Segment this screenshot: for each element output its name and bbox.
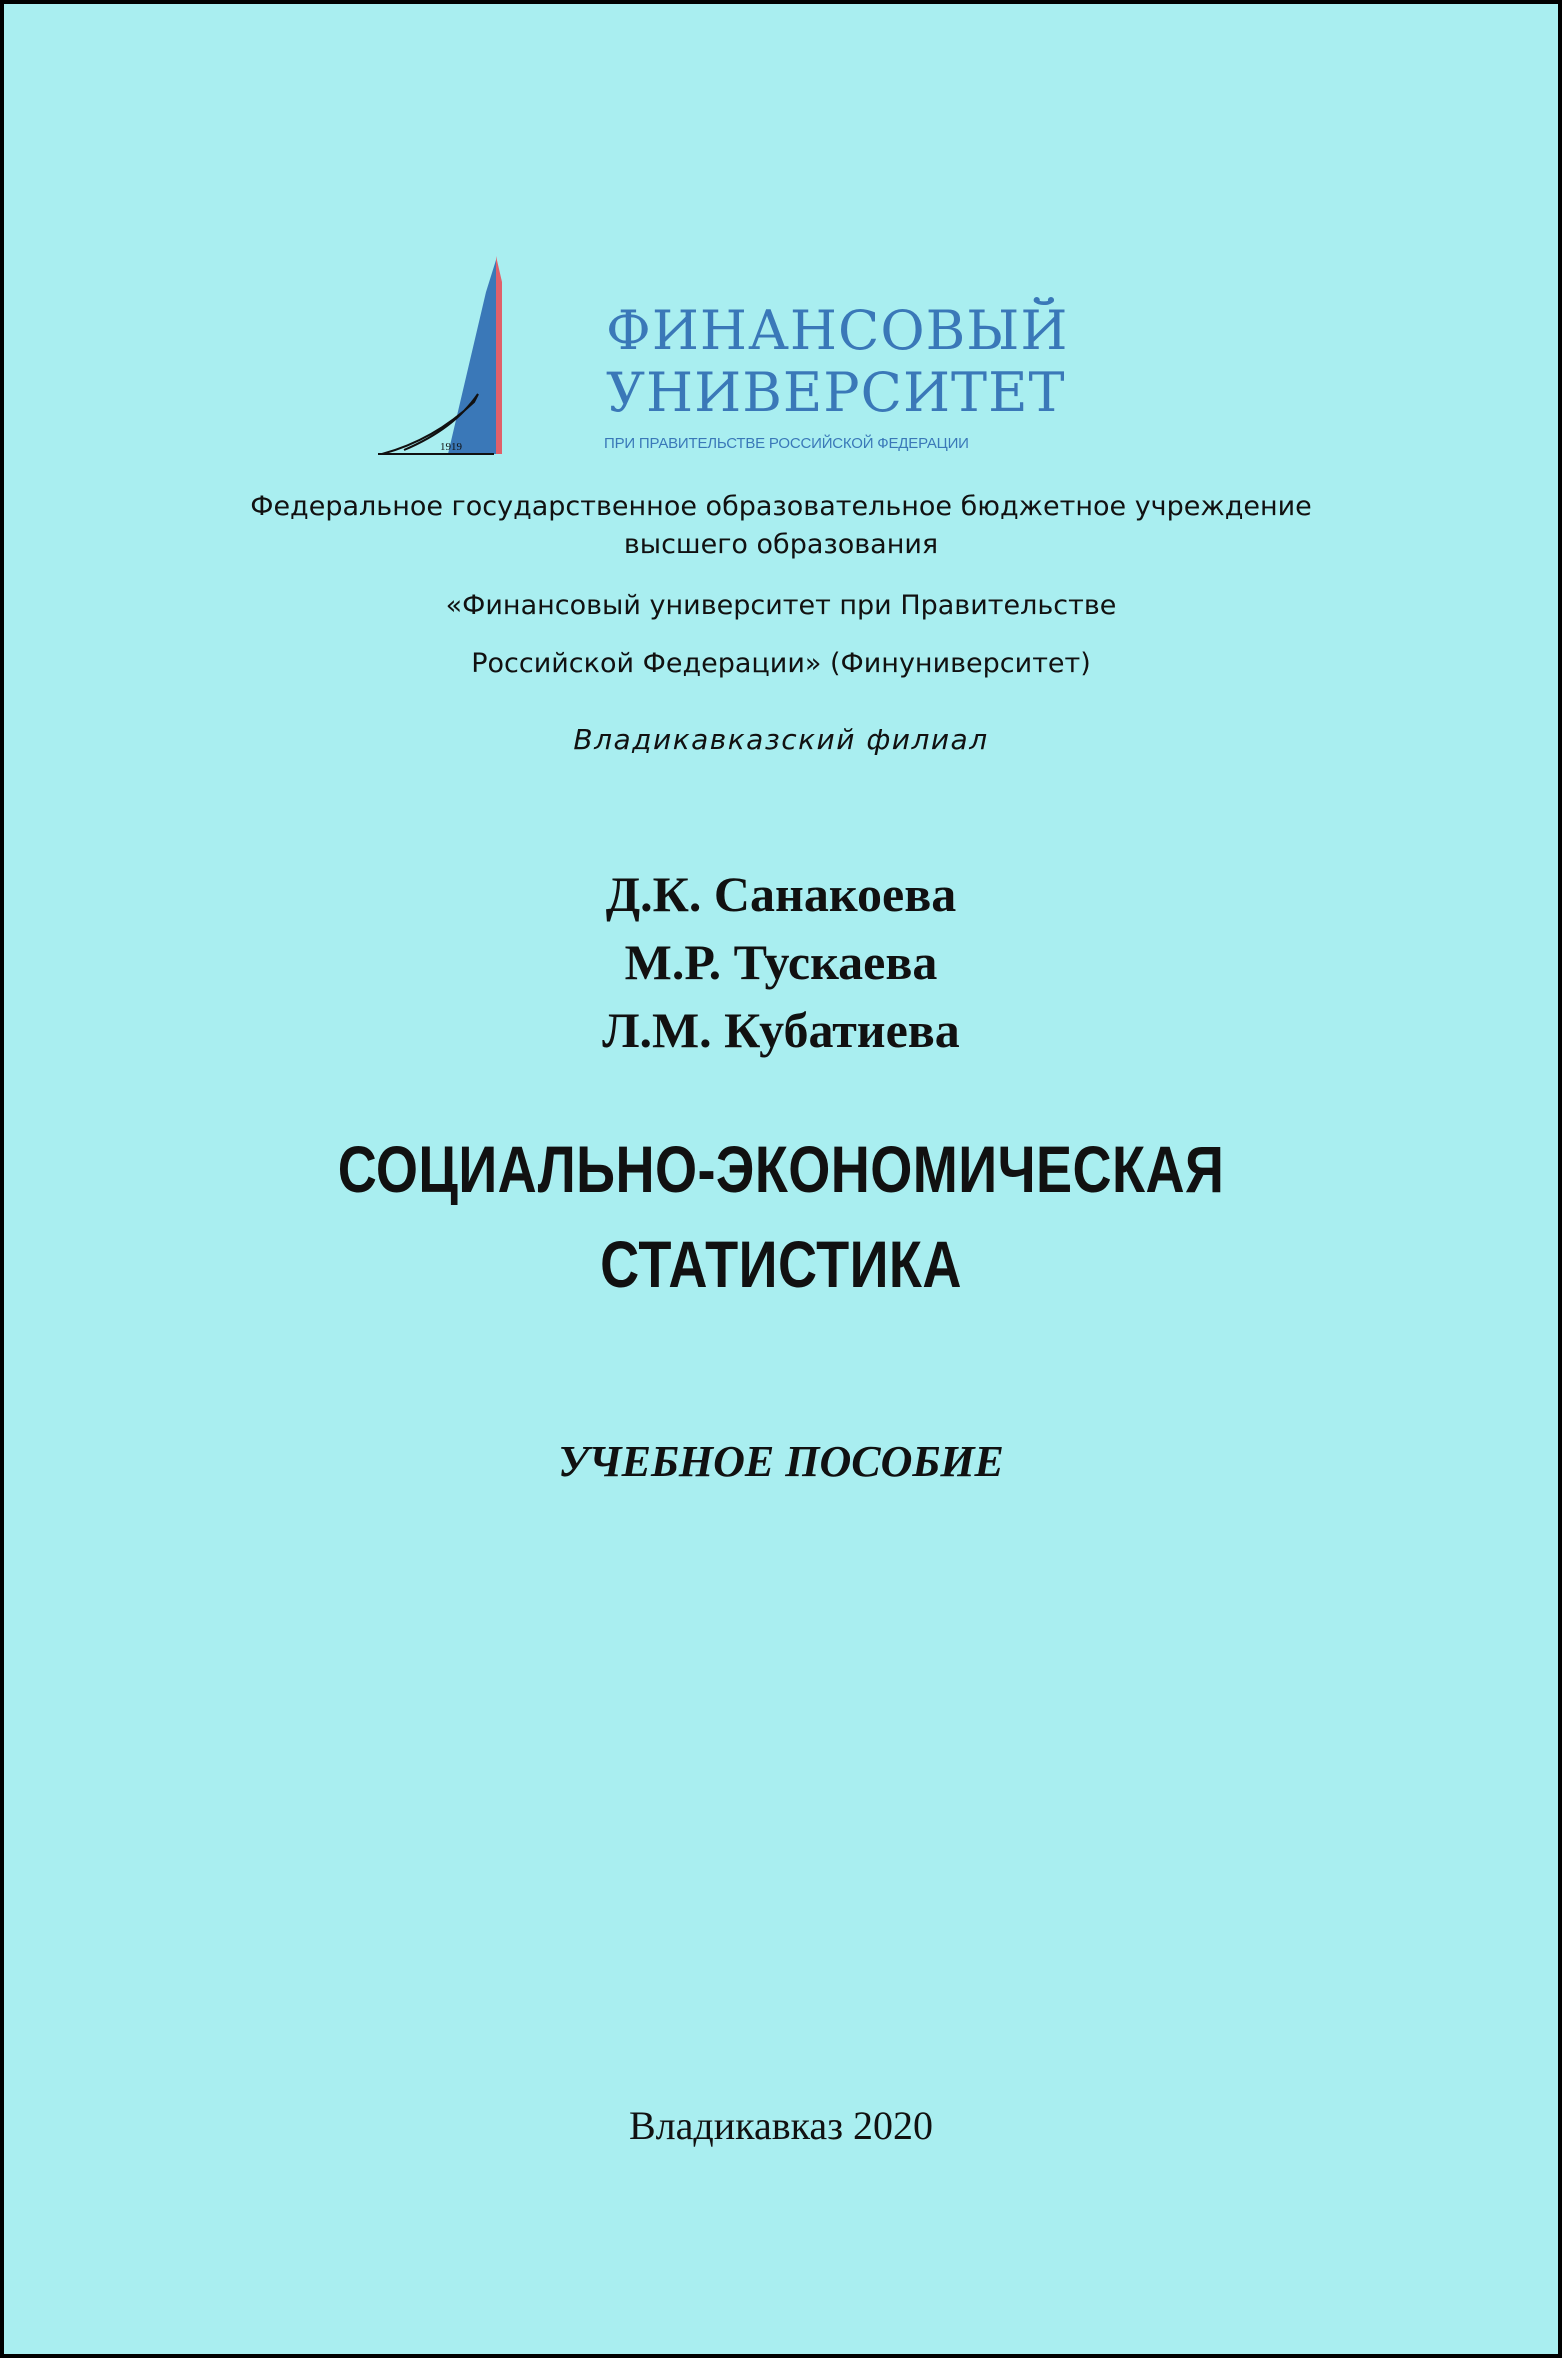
book-cover <box>4 4 1558 2354</box>
org-line-3: «Финансовый университет при Правительстве <box>445 590 1117 621</box>
logo-name-line1: ФИНАНСОВЫЙ <box>606 299 1069 362</box>
logo-name-line2: УНИВЕРСИТЕТ <box>606 361 1066 424</box>
author-1: Д.К. Санакоева <box>605 866 957 922</box>
book-title-line2: СТАТИСТИКА <box>600 1227 962 1301</box>
logo-emblem-icon <box>374 254 614 464</box>
place-year: Владикавказ 2020 <box>628 2103 933 2148</box>
author-3: Л.М. Кубатиева <box>602 1002 960 1058</box>
branch-name: Владикавказский филиал <box>573 723 989 756</box>
logo-year: 1919 <box>440 441 462 453</box>
org-line-1: Федеральное государственное образовательное бюджетное учреждение <box>250 491 1312 522</box>
book-subtitle: УЧЕБНОЕ ПОСОБИЕ <box>558 1437 1004 1486</box>
author-2: М.Р. Тускаева <box>624 934 938 990</box>
org-line-4: Российской Федерации» (Финуниверситет) <box>471 648 1091 679</box>
book-title-line1: СОЦИАЛЬНО-ЭКОНОМИЧЕСКАЯ <box>337 1132 1225 1206</box>
logo-subtitle: ПРИ ПРАВИТЕЛЬСТВЕ РОССИЙСКОЙ ФЕДЕРАЦИИ <box>604 435 969 452</box>
org-line-2: высшего образования <box>623 529 939 560</box>
university-logo <box>374 254 1074 464</box>
